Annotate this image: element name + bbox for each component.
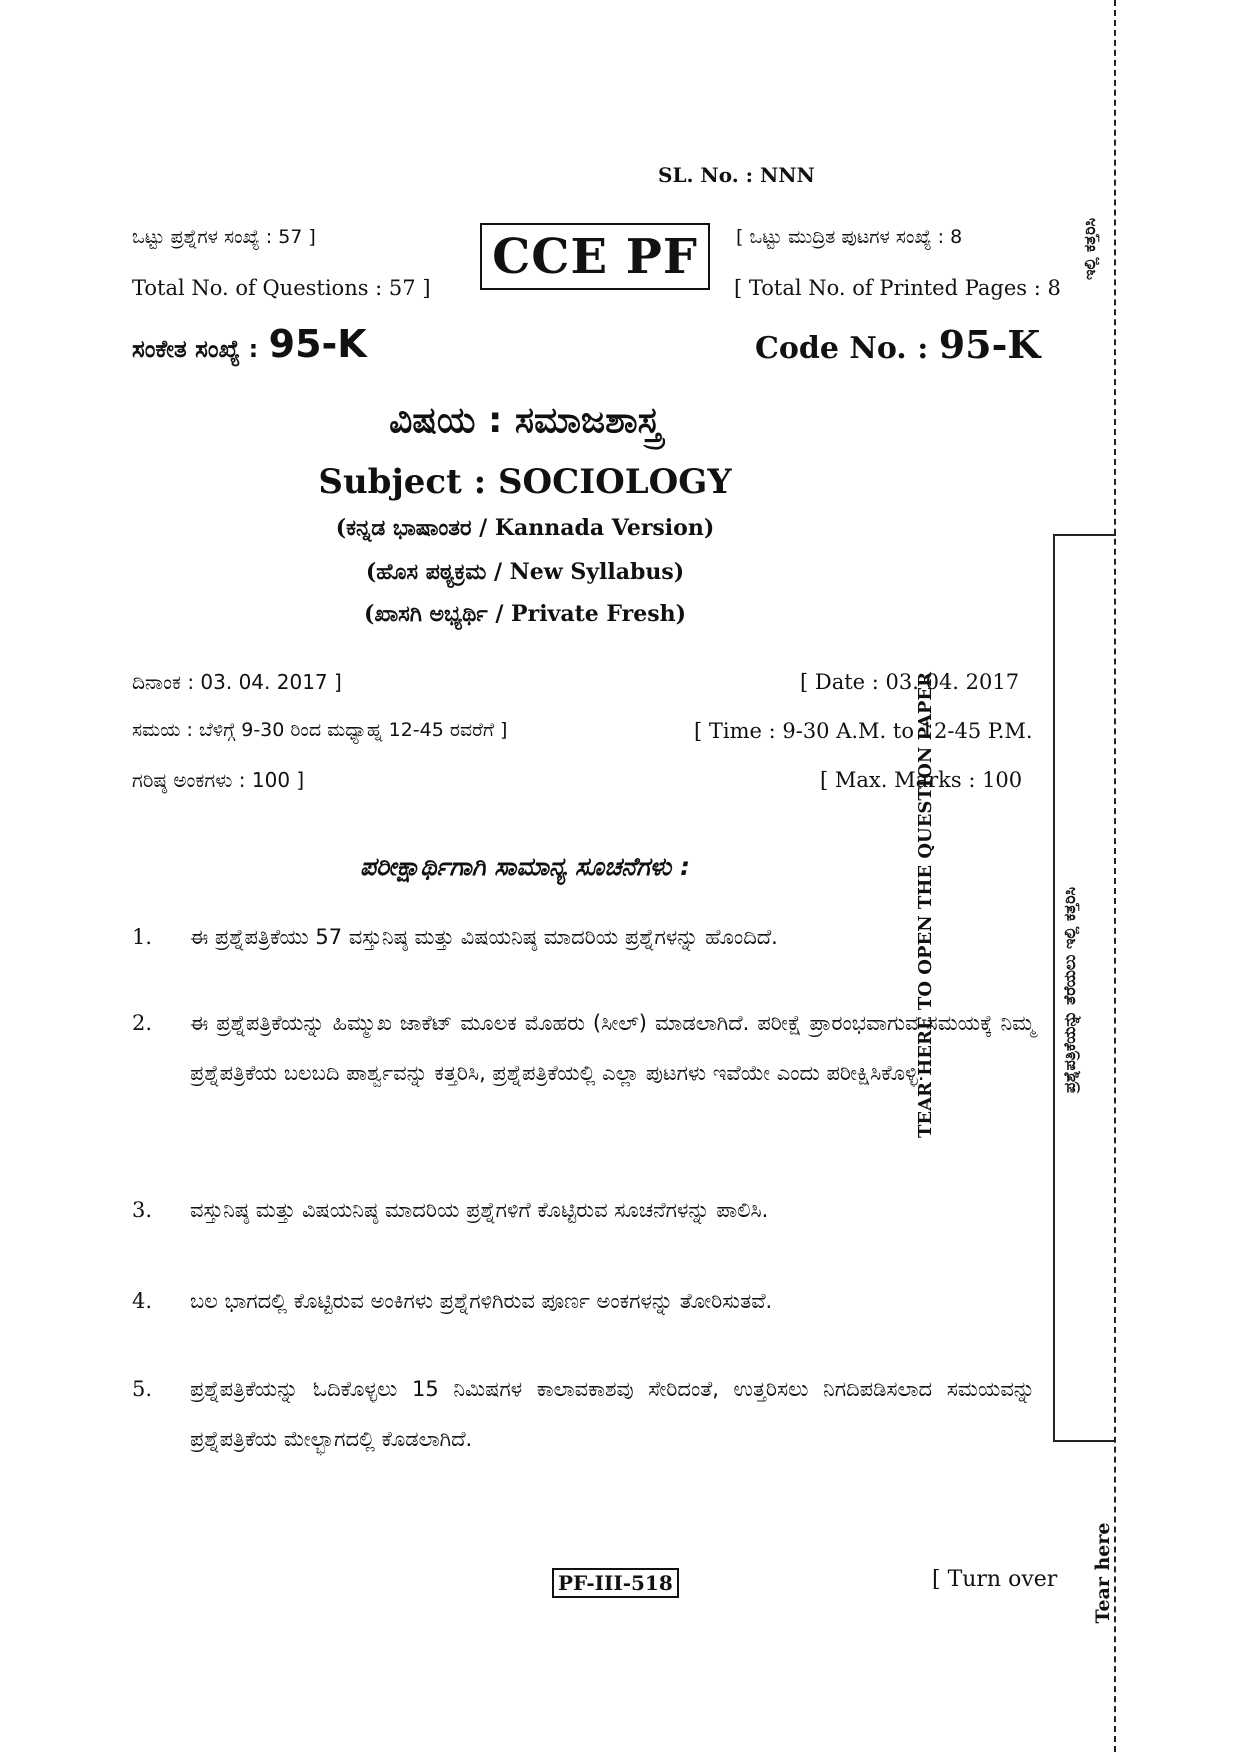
printed-pages-kn: [ ಒಟ್ಟು ಮುದ್ರಿತ ಪುಟಗಳ ಸಂಖ್ಯೆ : 8 bbox=[736, 226, 963, 248]
code-en bbox=[755, 322, 1040, 367]
code-en-value: 95-K bbox=[938, 322, 1041, 367]
instruction-number: 1. bbox=[132, 925, 153, 949]
subject-kn: ವಿಷಯ : ಸಮಾಜಶಾಸ್ತ್ರ bbox=[389, 400, 661, 441]
code-en-label: Code No. : bbox=[755, 331, 929, 366]
turn-over: [ Turn over bbox=[932, 1567, 1058, 1592]
instruction-number: 2. bbox=[132, 1011, 153, 1035]
instruction-text: ವಸ್ತುನಿಷ್ಠ ಮತ್ತು ವಿಷಯನಿಷ್ಠ ಮಾದರಿಯ ಪ್ರಶ್ನೆಗಳಿಗೆ ಕೊಟ್ಟಿರುವ ಸೂಚನೆಗಳನ್ನು ಪಾಲಿಸಿ. bbox=[190, 1198, 769, 1222]
code-kn-value: 95-K bbox=[268, 322, 367, 366]
total-questions-kn: ಒಟ್ಟು ಪ್ರಶ್ನೆಗಳ ಸಂಖ್ಯೆ : 57 ] bbox=[132, 226, 316, 248]
time-kn: ಸಮಯ : ಬೆಳಿಗ್ಗೆ 9-30 ರಿಂದ ಮಧ್ಯಾಹ್ನ 12-45 ರವರೆಗೆ ] bbox=[132, 719, 508, 741]
instruction-number: 4. bbox=[132, 1289, 153, 1313]
date-en: [ Date : 03. 04. 2017 bbox=[800, 670, 1020, 694]
marks-en: [ Max. Marks : 100 bbox=[820, 768, 1023, 792]
tear-instruction-kn: ಪ್ರಶ್ನೆಪತ್ರಿಕೆಯನ್ನು ತೆರೆಯಲು ಇಲ್ಲಿ ಕತ್ತರಿಸಿ bbox=[1060, 886, 1079, 1094]
version-line: (ಕನ್ನಡ ಭಾಷಾಂತರ / Kannada Version) bbox=[335, 515, 715, 541]
instruction-text: ಬಲ ಭಾಗದಲ್ಲಿ ಕೊಟ್ಟಿರುವ ಅಂಕಿಗಳು ಪ್ರಶ್ನೆಗಳಿಗಿರುವ ಪೂರ್ಣ ಅಂಕಗಳನ್ನು ತೋರಿಸುತವೆ. bbox=[190, 1289, 773, 1313]
instruction-text: ಪ್ರಶ್ನೆಪತ್ರಿಕೆಯನ್ನು ಓದಿಕೊಳ್ಳಲು 15 ನಿಮಿಷಗಳ ಕಾಲಾವಕಾಶವು ಸೇರಿದಂತೆ, ಉತ್ತರಿಸಲು ನಿಗದಿಪಡಿಸಲಾದ ಸಮಯವನ್ನು ಪ್ರಶ್ನೆಪತ್ರಿಕೆಯ ಮೇಲ್ಭಾಗದಲ್ಲಿ ಕೊಡಲಾಗಿದೆ. bbox=[190, 1377, 1035, 1451]
exam-code-box bbox=[480, 223, 710, 290]
time-en: [ Time : 9-30 A.M. to 12-45 P.M. bbox=[694, 719, 1033, 743]
code-kn bbox=[132, 322, 367, 366]
candidate-line: (ಖಾಸಗಿ ಅಭ್ಯರ್ಥಿ / Private Fresh) bbox=[363, 601, 687, 627]
code-kn-label: ಸಂಕೇತ ಸಂಖ್ಯೆ : bbox=[132, 335, 259, 363]
printed-pages-en: [ Total No. of Printed Pages : 8 bbox=[734, 276, 1061, 300]
tear-here-label: Tear here bbox=[1092, 1522, 1114, 1624]
instruction-number: 5. bbox=[132, 1377, 153, 1401]
exam-code: CCE PF bbox=[492, 228, 698, 285]
instruction-text: ಈ ಪ್ರಶ್ನೆಪತ್ರಿಕೆಯು 57 ವಸ್ತುನಿಷ್ಠ ಮತ್ತು ವಿಷಯನಿಷ್ಠ ಮಾದರಿಯ ಪ್ರಶ್ನೆಗಳನ್ನು ಹೊಂದಿದೆ. bbox=[190, 925, 778, 949]
syllabus-line: (ಹೊಸ ಪಠ್ಯಕ್ರಮ / New Syllabus) bbox=[365, 559, 685, 585]
paper-code: PF-III-518 bbox=[552, 1568, 679, 1598]
serial-number: SL. No. : NNN bbox=[658, 163, 815, 187]
date-kn: ದಿನಾಂಕ : 03. 04. 2017 ] bbox=[132, 670, 342, 694]
marks-kn: ಗರಿಷ್ಠ ಅಂಕಗಳು : 100 ] bbox=[132, 768, 305, 792]
total-questions-en: Total No. of Questions : 57 ] bbox=[132, 276, 431, 300]
instruction-number: 3. bbox=[132, 1198, 153, 1222]
subject-en: Subject : SOCIOLOGY bbox=[318, 462, 732, 502]
tear-instruction-en: TEAR HERE TO OPEN THE QUESTION PAPER bbox=[915, 671, 936, 1139]
instruction-text: ಈ ಪ್ರಶ್ನೆಪತ್ರಿಕೆಯನ್ನು ಹಿಮ್ಮುಖ ಜಾಕೆಟ್ ಮೂಲಕ ಮೊಹರು (ಸೀಲ್) ಮಾಡಲಾಗಿದೆ. ಪರೀಕ್ಷೆ ಪ್ರಾರಂಭವಾಗುವ ಸಮಯಕ್ಕೆ ನಿಮ್ಮ ಪ್ರಶ್ನೆಪತ್ರಿಕೆಯ ಬಲಬದಿ ಪಾರ್ಶ್ವವನ್ನು ಕತ್ತರಿಸಿ, ಪ್ರಶ್ನೆಪತ್ರಿಕೆಯಲ್ಲಿ ಎಲ್ಲಾ ಪುಟಗಳು ಇವೆಯೇ ಎಂದು ಪರೀಕ್ಷಿಸಿಕೊಳ್ಳಿ. bbox=[190, 1011, 1035, 1085]
tear-top-kn: ಇಲ್ಲಿ ಕತ್ತರಿಸಿ bbox=[1080, 217, 1099, 281]
instructions-title: ಪರೀಕ್ಷಾರ್ಥಿಗಾಗಿ ಸಾಮಾನ್ಯ ಸೂಚನೆಗಳು : bbox=[360, 852, 690, 881]
